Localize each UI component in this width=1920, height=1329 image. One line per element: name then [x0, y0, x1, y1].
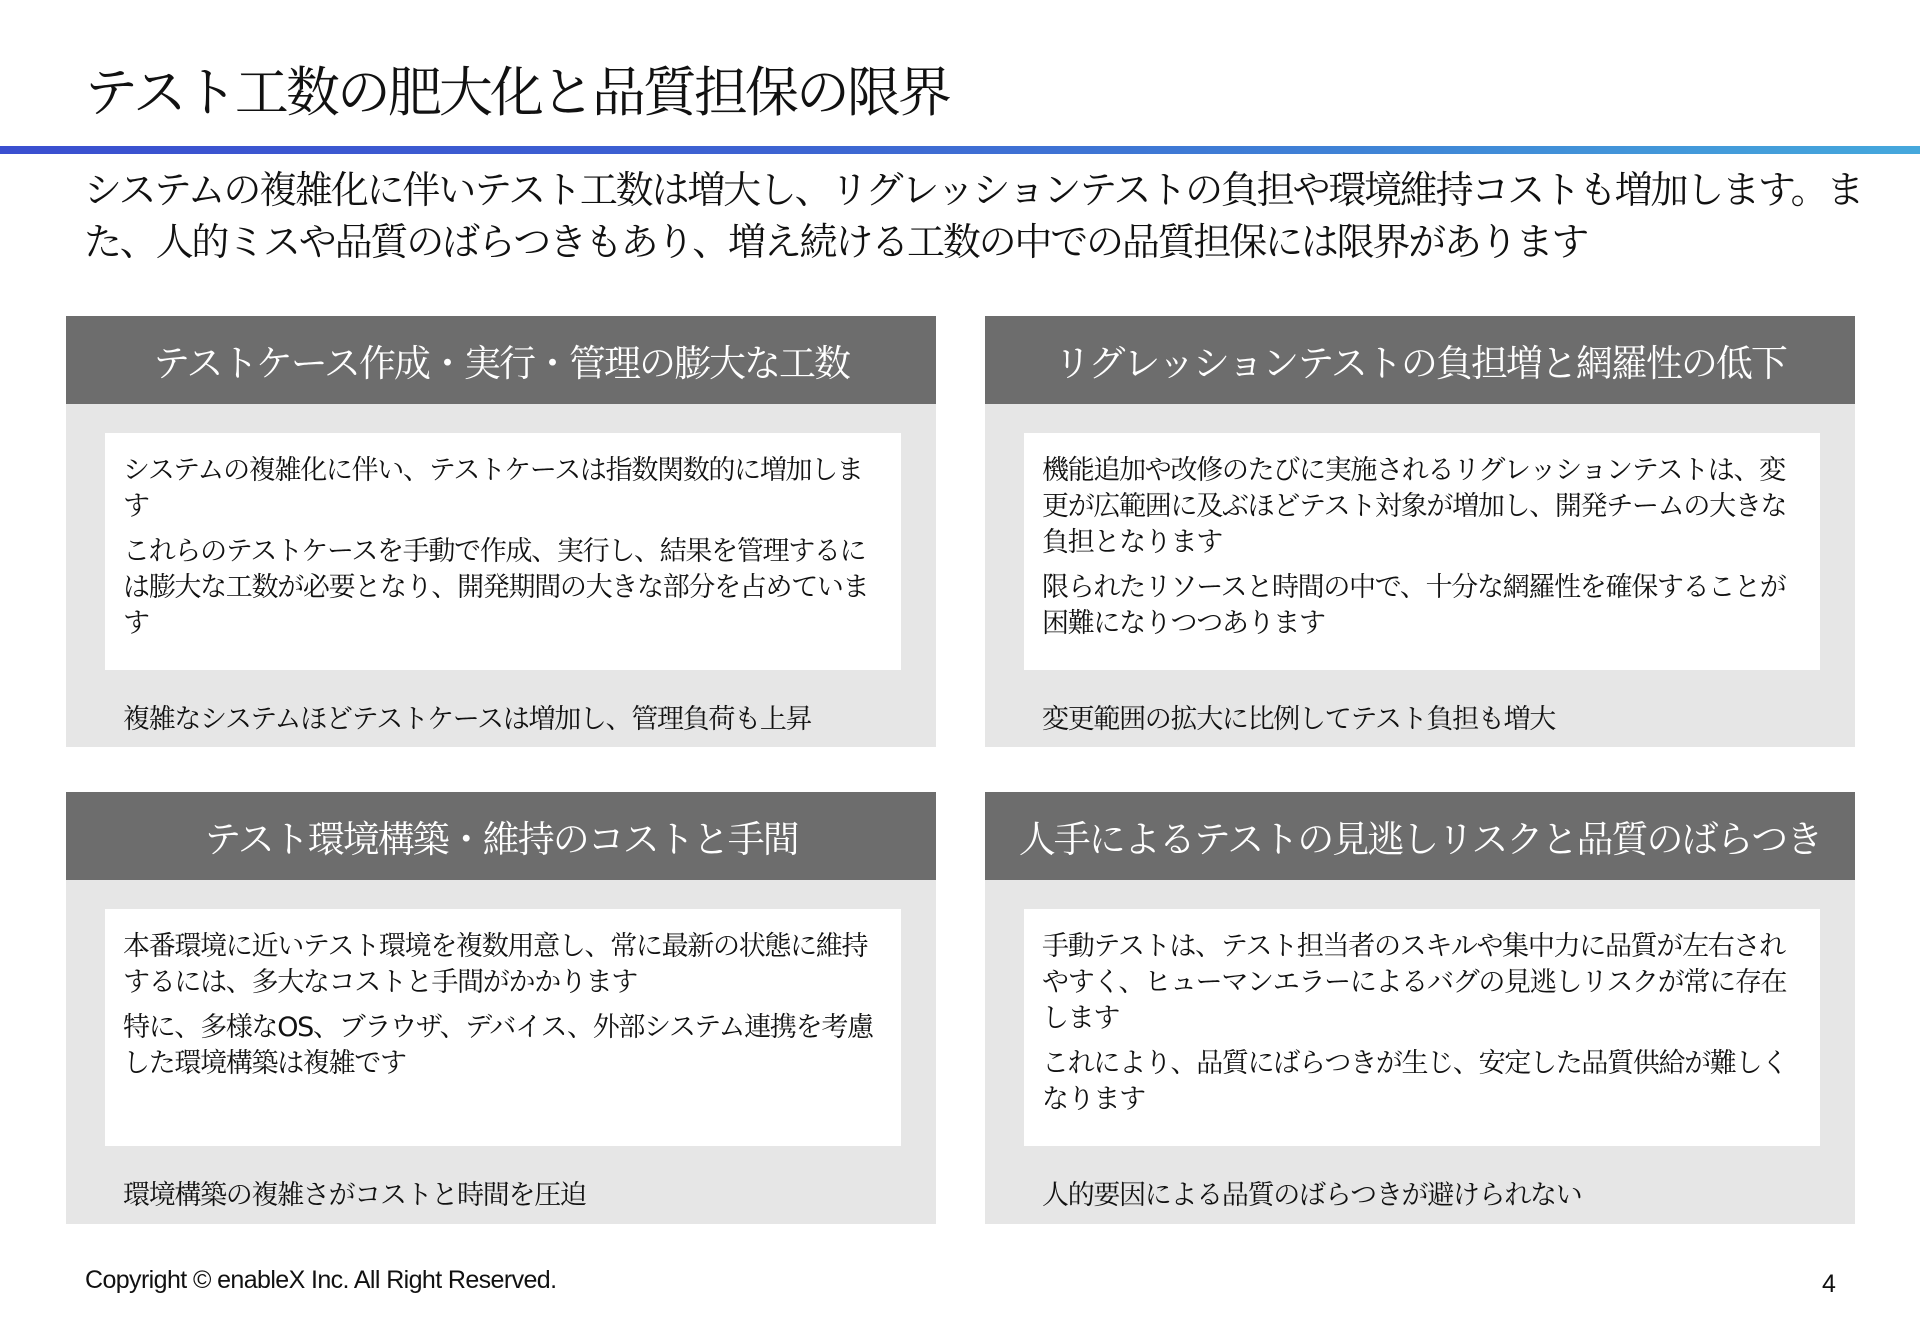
panel-paragraph: 特に、多様なOS、ブラウザ、デバイス、外部システム連携を考慮した環境構築は複雑です: [123, 1012, 873, 1079]
lead-text: システムの複雑化に伴いテスト工数は増大し、リグレッションテストの負担や環境維持コストも増加します。また、人的ミスや品質のばらつきもあり、増え続ける工数の中での品質担保には限界があります: [84, 168, 1863, 264]
panel-header: リグレッションテストの負担増と網羅性の低下: [985, 316, 1855, 404]
panel-paragraph: 限られたリソースと時間の中で、十分な網羅性を確保することが困難になりつつあります: [1042, 572, 1786, 639]
panel-detail-box: [105, 433, 901, 670]
panel-test-case-workload: [66, 316, 936, 747]
panel-detail-box: [1024, 909, 1820, 1146]
footer-copyright: Copyright © enableX Inc. All Right Reserved.: [85, 1266, 557, 1294]
panel-paragraph: 手動テストは、テスト担当者のスキルや集中力に品質が左右されやすく、ヒューマンエラーによるバグの見逃しリスクが常に存在します: [1042, 931, 1787, 1034]
panel-summary: 変更範囲の拡大に比例してテスト負担も増大: [1042, 704, 1555, 735]
panel-paragraph: 機能追加や改修のたびに実施されるリグレッションテストは、変更が広範囲に及ぶほどテスト対象が増加し、開発チームの大きな負担となります: [1042, 455, 1787, 558]
panel-detail-box: [1024, 433, 1820, 670]
panel-summary: 環境構築の複雑さがコストと時間を圧迫: [123, 1180, 586, 1211]
panel-paragraph: これにより、品質にばらつきが生じ、安定した品質供給が難しくなります: [1042, 1048, 1788, 1115]
panel-paragraph: これらのテストケースを手動で作成、実行し、結果を管理するには膨大な工数が必要となり、開発期間の大きな部分を占めています: [123, 536, 869, 639]
title-divider: [0, 146, 1920, 154]
panel-human-error-risk: [985, 792, 1855, 1224]
panel-paragraph: 本番環境に近いテスト環境を複数用意し、常に最新の状態に維持するには、多大なコストと手間がかかります: [123, 931, 868, 998]
panel-summary: 人的要因による品質のばらつきが避けられない: [1042, 1180, 1582, 1211]
slide-title: テスト工数の肥大化と品質担保の限界: [84, 61, 949, 124]
panel-detail-box: [105, 909, 901, 1146]
page-number: 4: [1822, 1270, 1836, 1298]
panel-regression-burden: [985, 316, 1855, 747]
panel-header: テスト環境構築・維持のコストと手間: [66, 792, 936, 880]
panel-paragraph: システムの複雑化に伴い、テストケースは指数関数的に増加します: [123, 455, 863, 522]
panel-test-environment-cost: [66, 792, 936, 1224]
panel-header: 人手によるテストの見逃しリスクと品質のばらつき: [985, 792, 1855, 880]
panel-summary: 複雑なシステムほどテストケースは増加し、管理負荷も上昇: [123, 704, 812, 735]
panel-header: テストケース作成・実行・管理の膨大な工数: [66, 316, 936, 404]
